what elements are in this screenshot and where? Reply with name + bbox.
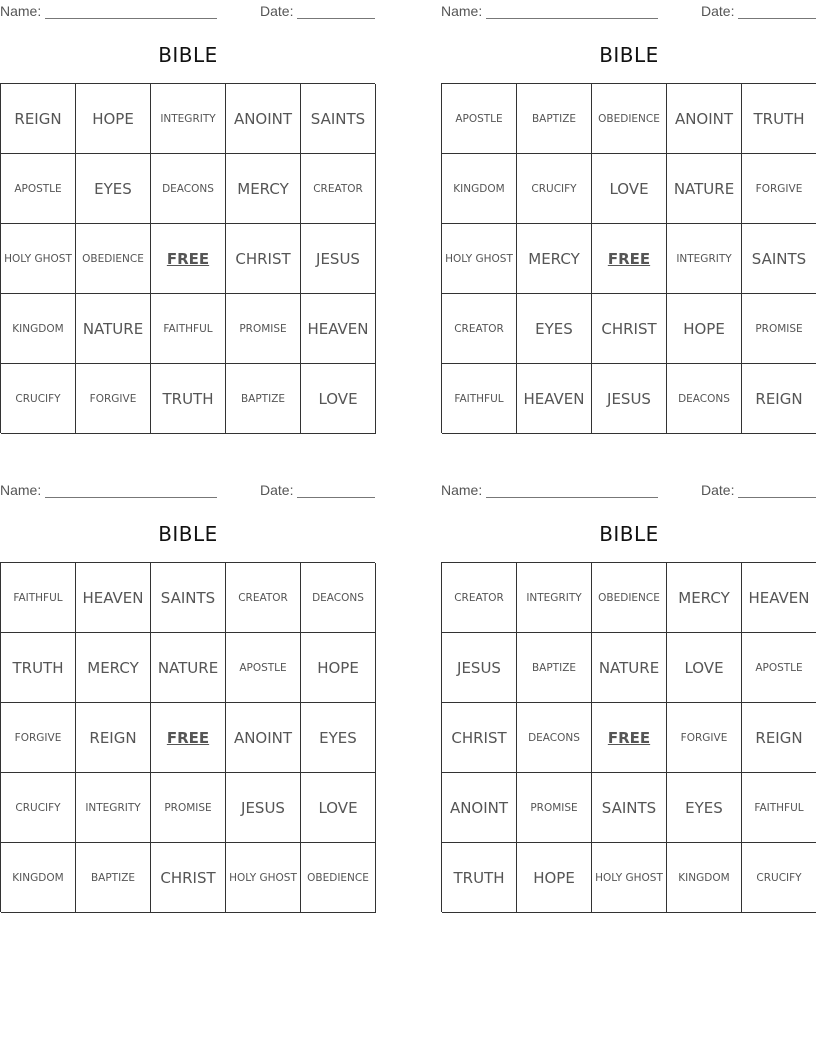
- name-label: Name:: [441, 3, 483, 19]
- bingo-cell[interactable]: LOVE: [301, 364, 376, 434]
- bingo-cell[interactable]: HEAVEN: [76, 563, 151, 633]
- bingo-cell[interactable]: CHRIST: [226, 224, 301, 294]
- bingo-cell[interactable]: CRUCIFY: [1, 364, 76, 434]
- name-date-bar: [0, 479, 376, 501]
- bingo-grid: [441, 562, 816, 912]
- bingo-cell[interactable]: TRUTH: [1, 633, 76, 703]
- bingo-cell[interactable]: INTEGRITY: [517, 563, 592, 633]
- bingo-cell[interactable]: INTEGRITY: [151, 84, 226, 154]
- bingo-cell[interactable]: BAPTIZE: [517, 633, 592, 703]
- card-title: BIBLE: [158, 522, 218, 546]
- date-label: Date:: [260, 482, 294, 498]
- bingo-cell[interactable]: FAITHFUL: [1, 563, 76, 633]
- bingo-cell[interactable]: HOLY GHOST: [442, 224, 517, 294]
- bingo-cell[interactable]: JESUS: [226, 773, 301, 843]
- bingo-cell[interactable]: NATURE: [151, 633, 226, 703]
- bingo-cell[interactable]: SAINTS: [592, 773, 667, 843]
- bingo-cell[interactable]: INTEGRITY: [76, 773, 151, 843]
- bingo-cell[interactable]: CRUCIFY: [517, 154, 592, 224]
- bingo-cell[interactable]: KINGDOM: [1, 843, 76, 913]
- bingo-cell[interactable]: NATURE: [76, 294, 151, 364]
- bingo-cell[interactable]: FORGIVE: [1, 703, 76, 773]
- free-space-cell[interactable]: FREE: [592, 703, 667, 773]
- bingo-cell[interactable]: REIGN: [742, 703, 816, 773]
- bingo-cell[interactable]: APOSTLE: [442, 84, 517, 154]
- bingo-cell[interactable]: HEAVEN: [742, 563, 816, 633]
- bingo-cell[interactable]: CHRIST: [592, 294, 667, 364]
- bingo-cell[interactable]: REIGN: [76, 703, 151, 773]
- bingo-grid: [0, 83, 375, 433]
- bingo-cell[interactable]: FORGIVE: [742, 154, 816, 224]
- date-field[interactable]: [260, 482, 375, 498]
- bingo-cell[interactable]: TRUTH: [442, 843, 517, 913]
- bingo-cell[interactable]: BAPTIZE: [76, 843, 151, 913]
- bingo-cell[interactable]: APOSTLE: [742, 633, 816, 703]
- bingo-cell[interactable]: LOVE: [667, 633, 742, 703]
- bingo-cell[interactable]: TRUTH: [151, 364, 226, 434]
- bingo-cell[interactable]: EYES: [517, 294, 592, 364]
- name-label: Name:: [441, 482, 483, 498]
- bingo-cell[interactable]: HOPE: [76, 84, 151, 154]
- bingo-cell[interactable]: MERCY: [76, 633, 151, 703]
- bingo-cell[interactable]: CREATOR: [301, 154, 376, 224]
- date-line[interactable]: [297, 4, 375, 19]
- bingo-cell[interactable]: JESUS: [592, 364, 667, 434]
- free-space-cell[interactable]: FREE: [151, 224, 226, 294]
- bingo-cell[interactable]: OBEDIENCE: [76, 224, 151, 294]
- date-field[interactable]: [260, 3, 375, 19]
- date-label: Date:: [701, 482, 735, 498]
- bingo-cell[interactable]: JESUS: [442, 633, 517, 703]
- bingo-cell[interactable]: OBEDIENCE: [301, 843, 376, 913]
- bingo-cell[interactable]: MERCY: [226, 154, 301, 224]
- bingo-cell[interactable]: DEACONS: [151, 154, 226, 224]
- name-label: Name:: [0, 482, 42, 498]
- bingo-cell[interactable]: HOPE: [667, 294, 742, 364]
- free-space-cell[interactable]: FREE: [151, 703, 226, 773]
- name-field[interactable]: [441, 3, 658, 19]
- name-line[interactable]: [45, 483, 217, 498]
- name-date-bar: [0, 0, 376, 22]
- bingo-cell[interactable]: PROMISE: [226, 294, 301, 364]
- bingo-cell[interactable]: ANOINT: [226, 703, 301, 773]
- bingo-cell[interactable]: CREATOR: [442, 563, 517, 633]
- bingo-cell[interactable]: CHRIST: [151, 843, 226, 913]
- bingo-card-3: [0, 479, 376, 887]
- bingo-card-2: [441, 0, 816, 408]
- bingo-cell[interactable]: INTEGRITY: [667, 224, 742, 294]
- bingo-cell[interactable]: KINGDOM: [1, 294, 76, 364]
- date-label: Date:: [260, 3, 294, 19]
- bingo-cell[interactable]: PROMISE: [517, 773, 592, 843]
- bingo-cell[interactable]: OBEDIENCE: [592, 563, 667, 633]
- bingo-cell[interactable]: MERCY: [517, 224, 592, 294]
- name-line[interactable]: [45, 4, 217, 19]
- bingo-grid: [0, 562, 375, 912]
- bingo-cell[interactable]: SAINTS: [301, 84, 376, 154]
- bingo-cell[interactable]: FAITHFUL: [151, 294, 226, 364]
- bingo-cell[interactable]: OBEDIENCE: [592, 84, 667, 154]
- bingo-cell[interactable]: NATURE: [592, 633, 667, 703]
- bingo-cell[interactable]: LOVE: [592, 154, 667, 224]
- date-line[interactable]: [738, 4, 816, 19]
- bingo-cell[interactable]: EYES: [76, 154, 151, 224]
- bingo-cell[interactable]: ANOINT: [442, 773, 517, 843]
- bingo-cell[interactable]: FAITHFUL: [742, 773, 816, 843]
- bingo-cell[interactable]: HEAVEN: [517, 364, 592, 434]
- bingo-cell[interactable]: PROMISE: [742, 294, 816, 364]
- bingo-cell[interactable]: JESUS: [301, 224, 376, 294]
- bingo-cell[interactable]: HOPE: [301, 633, 376, 703]
- bingo-cell[interactable]: HOPE: [517, 843, 592, 913]
- bingo-cell[interactable]: DEACONS: [667, 364, 742, 434]
- bingo-cell[interactable]: DEACONS: [301, 563, 376, 633]
- bingo-cell[interactable]: FAITHFUL: [442, 364, 517, 434]
- bingo-card-4: [441, 479, 816, 887]
- bingo-cell[interactable]: NATURE: [667, 154, 742, 224]
- bingo-cell[interactable]: TRUTH: [742, 84, 816, 154]
- bingo-cell[interactable]: HOLY GHOST: [592, 843, 667, 913]
- bingo-cell[interactable]: BAPTIZE: [517, 84, 592, 154]
- name-date-bar: [441, 0, 816, 22]
- name-field[interactable]: [0, 482, 217, 498]
- name-label: Name:: [0, 3, 42, 19]
- bingo-cell[interactable]: HOLY GHOST: [226, 843, 301, 913]
- bingo-cell[interactable]: CREATOR: [226, 563, 301, 633]
- date-field[interactable]: [701, 482, 816, 498]
- bingo-cell[interactable]: HOLY GHOST: [1, 224, 76, 294]
- bingo-cell[interactable]: EYES: [667, 773, 742, 843]
- date-line[interactable]: [297, 483, 375, 498]
- card-title: BIBLE: [599, 522, 659, 546]
- name-field[interactable]: [0, 3, 217, 19]
- bingo-cell[interactable]: LOVE: [301, 773, 376, 843]
- bingo-cell[interactable]: HEAVEN: [301, 294, 376, 364]
- bingo-cell[interactable]: KINGDOM: [667, 843, 742, 913]
- card-title: BIBLE: [158, 43, 218, 67]
- card-title: BIBLE: [599, 43, 659, 67]
- bingo-cell[interactable]: CRUCIFY: [1, 773, 76, 843]
- bingo-cell[interactable]: MERCY: [667, 563, 742, 633]
- free-space-cell[interactable]: FREE: [592, 224, 667, 294]
- name-line[interactable]: [486, 483, 658, 498]
- bingo-grid: [441, 83, 816, 433]
- bingo-cell[interactable]: CHRIST: [442, 703, 517, 773]
- bingo-cell[interactable]: SAINTS: [742, 224, 816, 294]
- bingo-card-1: [0, 0, 376, 408]
- bingo-cell[interactable]: FORGIVE: [667, 703, 742, 773]
- bingo-cell[interactable]: ANOINT: [667, 84, 742, 154]
- bingo-cell[interactable]: BAPTIZE: [226, 364, 301, 434]
- bingo-cell[interactable]: ANOINT: [226, 84, 301, 154]
- date-field[interactable]: [701, 3, 816, 19]
- bingo-cell[interactable]: REIGN: [742, 364, 816, 434]
- bingo-cell[interactable]: APOSTLE: [226, 633, 301, 703]
- bingo-cell[interactable]: REIGN: [1, 84, 76, 154]
- bingo-cell[interactable]: PROMISE: [151, 773, 226, 843]
- name-field[interactable]: [441, 482, 658, 498]
- bingo-cell[interactable]: SAINTS: [151, 563, 226, 633]
- bingo-cell[interactable]: DEACONS: [517, 703, 592, 773]
- bingo-cell[interactable]: EYES: [301, 703, 376, 773]
- date-label: Date:: [701, 3, 735, 19]
- bingo-cell[interactable]: APOSTLE: [1, 154, 76, 224]
- bingo-cell[interactable]: FORGIVE: [76, 364, 151, 434]
- date-line[interactable]: [738, 483, 816, 498]
- bingo-cell[interactable]: KINGDOM: [442, 154, 517, 224]
- name-line[interactable]: [486, 4, 658, 19]
- name-date-bar: [441, 479, 816, 501]
- bingo-cell[interactable]: CRUCIFY: [742, 843, 816, 913]
- bingo-cell[interactable]: CREATOR: [442, 294, 517, 364]
